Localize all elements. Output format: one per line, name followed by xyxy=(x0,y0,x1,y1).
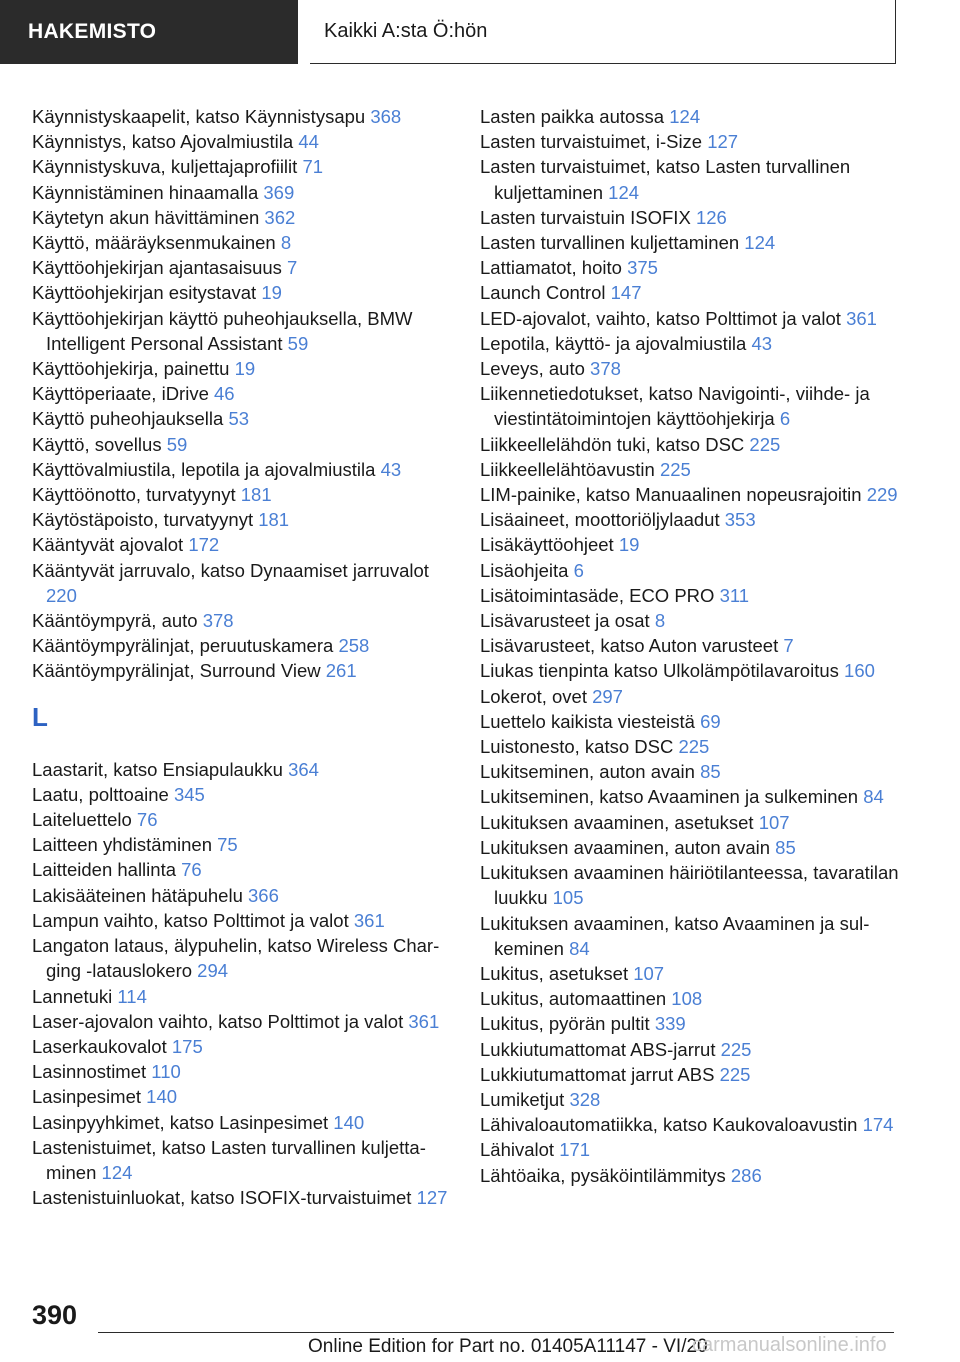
index-entry xyxy=(480,558,900,583)
index-page-link[interactable]: 114 xyxy=(117,985,147,1007)
index-entry-text: Käyttöohjekirjan esitystavat xyxy=(32,282,257,304)
index-entry xyxy=(32,180,462,205)
index-page-link[interactable]: 369 xyxy=(263,181,295,203)
index-entry xyxy=(480,356,900,381)
index-entry xyxy=(480,759,900,784)
index-entry-text: Lisätoimintasäde, ECO PRO xyxy=(480,584,715,606)
index-page-link[interactable]: 361 xyxy=(408,1010,440,1032)
index-entry-text: Lisävarusteet, katso Auton varusteet xyxy=(480,635,779,657)
index-page-link[interactable]: 229 xyxy=(866,484,898,506)
index-entry-text: Käyttöperiaate, iDrive xyxy=(32,383,209,405)
index-entry xyxy=(32,482,462,507)
index-group-l-continued xyxy=(480,104,900,1188)
index-entry xyxy=(32,104,462,129)
index-group-l xyxy=(32,757,462,1211)
section-title: HAKEMISTO xyxy=(28,20,157,43)
index-entry xyxy=(480,1011,900,1036)
index-entry-text: Käyttöohjekirjan käyttö puheohjauksella, BMW Intelligent Personal Assistant xyxy=(32,307,413,354)
index-entry-text: Lastenistuimet, katso Lasten turvallinen kuljettaminen xyxy=(32,1136,426,1183)
index-page-link[interactable]: 107 xyxy=(758,811,790,833)
index-entry xyxy=(32,608,462,633)
index-page-link[interactable]: 172 xyxy=(188,534,220,556)
index-entry xyxy=(480,986,900,1011)
index-page-link[interactable]: 85 xyxy=(700,761,721,783)
index-page-link[interactable]: 339 xyxy=(654,1013,686,1035)
index-page-link[interactable]: 44 xyxy=(298,131,319,153)
index-entry-text: Liikennetiedotukset, katso Navigointi-, viihde- ja viestintätoimintojen käyttöohjekirja xyxy=(480,383,870,430)
index-page-link[interactable]: 53 xyxy=(228,408,250,430)
index-entry-text: Laitteen yhdistäminen xyxy=(32,834,212,856)
index-entry xyxy=(480,784,900,809)
index-entry xyxy=(32,857,462,882)
index-entry xyxy=(480,104,900,129)
index-entry xyxy=(480,306,900,331)
index-entry-text: Liikkeellelähdön tuki, katso DSC xyxy=(480,433,745,455)
index-page-link[interactable]: 43 xyxy=(751,332,773,354)
index-entry xyxy=(32,908,462,933)
index-entry-text: Lukituksen avaaminen, katso Avaaminen ja sulkeminen xyxy=(480,912,870,959)
index-entry-text: LIM-painike, katso Manuaalinen nopeusrajoitin xyxy=(480,484,862,506)
index-entry xyxy=(32,883,462,908)
index-page-link[interactable]: 19 xyxy=(234,358,256,380)
index-page-link[interactable]: 362 xyxy=(264,206,296,228)
index-entry-text: Lasten turvaistuimet, i-Size xyxy=(480,131,703,153)
index-entry-text: Käynnistyskuva, kuljettajaprofiilit xyxy=(32,156,298,178)
index-page-link[interactable]: 220 xyxy=(46,584,77,606)
index-page-link[interactable]: 286 xyxy=(730,1164,762,1186)
index-page-link[interactable]: 353 xyxy=(724,509,756,531)
index-page-link[interactable]: 225 xyxy=(659,458,691,480)
index-entry xyxy=(480,507,900,532)
index-entry-text: Lepotila, käyttö- ja ajovalmiustila xyxy=(480,332,747,354)
index-page-link[interactable]: 124 xyxy=(669,106,701,127)
index-page-link[interactable]: 368 xyxy=(370,106,402,127)
index-page-link[interactable]: 127 xyxy=(707,131,739,153)
index-page-link[interactable]: 124 xyxy=(101,1161,133,1183)
index-entry-text: Kääntöympyrä, auto xyxy=(32,610,198,632)
index-entry xyxy=(480,961,900,986)
index-entry xyxy=(480,1062,900,1087)
index-entry xyxy=(32,1009,462,1034)
index-entry-text: Lasten turvaistuimet, katso Lasten turvallinen kuljettaminen xyxy=(480,156,851,203)
index-entry xyxy=(480,1137,900,1162)
index-entry-text: Lähtöaika, pysäköintilämmitys xyxy=(480,1164,726,1186)
index-entry xyxy=(32,832,462,857)
index-page-link[interactable]: 124 xyxy=(608,181,640,203)
index-page-link[interactable]: 261 xyxy=(325,660,357,682)
index-entry-text: Lattiamatot, hoito xyxy=(480,257,622,279)
index-entry xyxy=(480,684,900,709)
index-entry xyxy=(32,230,462,255)
index-page-link[interactable]: 59 xyxy=(166,433,188,455)
index-entry xyxy=(32,457,462,482)
index-page-link[interactable]: 311 xyxy=(719,584,750,606)
index-entry xyxy=(32,933,462,983)
index-entry xyxy=(32,658,462,683)
index-entry-text: Langaton lataus, älypuhelin, katso Wireless Charging -latauslokero xyxy=(32,935,440,982)
index-entry-text: Lähivalot xyxy=(480,1139,555,1161)
index-entry-text: Leveys, auto xyxy=(480,358,585,380)
index-entry xyxy=(480,709,900,734)
index-entry-text: Lasten paikka autossa xyxy=(480,106,665,127)
index-entry xyxy=(32,1135,462,1185)
index-entry-text: Käynnistäminen hinaamalla xyxy=(32,181,259,203)
footer-divider xyxy=(98,1332,894,1333)
index-entry-text: Laastarit, katso Ensiapulaukku xyxy=(32,758,283,780)
index-entry-text: Käyttöönotto, turvatyynyt xyxy=(32,484,236,506)
index-entry-text: Lisäkäyttöohjeet xyxy=(480,534,614,556)
index-entry xyxy=(480,1037,900,1062)
index-page-link[interactable]: 7 xyxy=(783,635,794,657)
index-page-link[interactable]: 225 xyxy=(719,1063,751,1085)
header-subtitle-box xyxy=(310,0,896,64)
index-entry xyxy=(480,1087,900,1112)
index-entry-text: Lähivaloautomatiikka, katso Kaukovaloavustin xyxy=(480,1114,858,1136)
index-entry-text: Kääntöympyrälinjat, Surround View xyxy=(32,660,321,682)
index-page-link[interactable]: 126 xyxy=(695,206,727,228)
index-entry-text: Lisäaineet, moottoriöljylaadut xyxy=(480,509,720,531)
section-tab xyxy=(0,0,298,64)
index-entry xyxy=(32,1110,462,1135)
index-page-link[interactable]: 127 xyxy=(416,1187,448,1209)
index-page-link[interactable]: 19 xyxy=(261,282,282,304)
index-entry xyxy=(480,255,900,280)
index-page-link[interactable]: 6 xyxy=(573,559,584,581)
index-entry xyxy=(480,230,900,255)
index-column-right xyxy=(480,104,900,1188)
index-page-link[interactable]: 378 xyxy=(202,610,234,632)
index-entry-text: Lakisääteinen hätäpuhelu xyxy=(32,884,243,906)
index-entry xyxy=(32,356,462,381)
index-entry xyxy=(32,558,462,608)
index-entry-text: LED-ajovalot, vaihto, katso Polttimot ja valot xyxy=(480,307,841,329)
index-entry xyxy=(480,482,900,507)
index-entry-text: Laatu, polttoaine xyxy=(32,783,169,805)
index-page-link[interactable]: 361 xyxy=(353,909,385,931)
index-entry-text: Laserkaukovalot xyxy=(32,1035,167,1057)
index-page-link[interactable]: 378 xyxy=(590,358,621,380)
index-page-link[interactable]: 160 xyxy=(844,660,875,682)
index-entry-text: Lasinpyyhkimet, katso Lasinpesimet xyxy=(32,1111,329,1133)
index-entry-text: Luistonesto, katso DSC xyxy=(480,736,674,758)
index-page-link[interactable]: 171 xyxy=(559,1139,591,1161)
index-page-link[interactable]: 108 xyxy=(671,988,703,1010)
index-entry-text: Lasinnostimet xyxy=(32,1061,147,1083)
index-page-link[interactable]: 225 xyxy=(720,1038,752,1060)
index-page-link[interactable]: 175 xyxy=(171,1035,203,1057)
index-entry-text: Käyttö, sovellus xyxy=(32,433,162,455)
index-page-link[interactable]: 140 xyxy=(146,1086,178,1108)
index-page-link[interactable]: 297 xyxy=(592,685,623,707)
index-entry xyxy=(32,1059,462,1084)
index-entry-text: Luettelo kaikista viesteistä xyxy=(480,710,695,732)
index-column-left xyxy=(32,104,462,1210)
index-entry xyxy=(480,381,900,431)
index-page-link[interactable]: 361 xyxy=(846,307,877,329)
index-entry-text: Lasten turvaistuin ISOFIX xyxy=(480,206,691,228)
index-entry-text: Lastenistuinluokat, katso ISOFIX-turvaistuimet xyxy=(32,1187,412,1209)
index-entry xyxy=(32,306,462,356)
index-entry xyxy=(480,658,900,683)
index-entry xyxy=(32,1084,462,1109)
section-letter: L xyxy=(32,701,48,732)
index-page-link[interactable]: 69 xyxy=(700,710,721,732)
index-entry-text: Lukkiutumattomat jarrut ABS xyxy=(480,1063,715,1085)
index-page-link[interactable]: 76 xyxy=(181,859,202,881)
index-page-link[interactable]: 6 xyxy=(779,408,791,430)
index-entry xyxy=(480,633,900,658)
index-entry-text: Käyttöohjekirja, painettu xyxy=(32,358,230,380)
index-entry-text: Lukkiutumattomat ABS-jarrut xyxy=(480,1038,716,1060)
index-page-link[interactable]: 345 xyxy=(173,783,205,805)
header-subtitle: Kaikki A:sta Ö:hön xyxy=(324,20,488,42)
index-entry xyxy=(480,1163,900,1188)
index-entry-text: Käyttö, määräyksenmukainen xyxy=(32,232,276,254)
index-entry-text: Lukitseminen, katso Avaaminen ja sulkeminen xyxy=(480,786,859,808)
index-entry-text: Käyttövalmiustila, lepotila ja ajovalmiustila xyxy=(32,458,376,480)
index-page-link[interactable]: 225 xyxy=(749,433,781,455)
index-entry xyxy=(32,984,462,1009)
index-entry-text: Lukituksen avaaminen, asetukset xyxy=(480,811,754,833)
index-page-link[interactable]: 105 xyxy=(552,887,584,909)
index-entry xyxy=(480,280,900,305)
index-entry xyxy=(480,457,900,482)
index-page-link[interactable]: 147 xyxy=(610,282,642,304)
index-page-link[interactable]: 71 xyxy=(302,156,324,178)
index-page-link[interactable]: 294 xyxy=(197,960,229,982)
index-entry xyxy=(480,583,900,608)
index-entry xyxy=(480,835,900,860)
index-page-link[interactable]: 43 xyxy=(380,458,402,480)
index-entry xyxy=(32,757,462,782)
index-entry-text: Kääntyvät jarruvalo, katso Dynaamiset jarruvalot xyxy=(32,559,429,581)
index-page-link[interactable]: 8 xyxy=(280,232,292,254)
index-entry-text: Liikkeellelähtöavustin xyxy=(480,458,655,480)
index-entry xyxy=(32,432,462,457)
index-entry xyxy=(32,255,462,280)
index-entry-text: Lumiketjut xyxy=(480,1088,565,1110)
index-entry xyxy=(480,734,900,759)
index-page-link[interactable]: 181 xyxy=(240,484,272,506)
index-entry xyxy=(32,154,462,179)
index-entry-text: Lukitus, automaattinen xyxy=(480,988,667,1010)
index-entry-text: Lannetuki xyxy=(32,985,113,1007)
index-page-link[interactable]: 375 xyxy=(627,257,658,279)
index-page-link[interactable]: 328 xyxy=(569,1088,601,1110)
index-entry xyxy=(480,205,900,230)
index-entry-text: Laser-ajovalon vaihto, katso Polttimot ja valot xyxy=(32,1010,404,1032)
index-entry xyxy=(32,507,462,532)
index-page-link[interactable]: 84 xyxy=(863,786,884,808)
index-entry xyxy=(480,154,900,204)
index-page-link[interactable]: 124 xyxy=(744,232,776,254)
index-entry xyxy=(32,129,462,154)
index-entry-text: Lampun vaihto, katso Polttimot ja valot xyxy=(32,909,349,931)
index-entry-text: Lukituksen avaaminen häiriötilanteessa, tavaratilan luukku xyxy=(480,862,899,909)
index-entry-text: Kääntöympyrälinjat, peruutuskamera xyxy=(32,635,334,657)
index-entry-text: Käytetyn akun hävittäminen xyxy=(32,206,260,228)
index-entry-text: Lokerot, ovet xyxy=(480,685,587,707)
index-entry xyxy=(480,129,900,154)
index-entry-text: Lasten turvallinen kuljettaminen xyxy=(480,232,740,254)
index-page-link[interactable]: 84 xyxy=(569,937,590,959)
index-entry-text: Lisävarusteet ja osat xyxy=(480,610,650,632)
index-entry-text: Käyttö puheohjauksella xyxy=(32,408,224,430)
index-entry xyxy=(32,633,462,658)
index-entry xyxy=(32,406,462,431)
index-entry xyxy=(480,1112,900,1137)
index-entry xyxy=(32,1185,462,1210)
index-page-link[interactable]: 8 xyxy=(654,610,666,632)
index-page-link[interactable]: 75 xyxy=(217,834,238,856)
index-entry xyxy=(480,911,900,961)
index-entry-text: Kääntyvät ajovalot xyxy=(32,534,184,556)
index-page-link[interactable]: 7 xyxy=(287,257,298,279)
index-entry-text: Launch Control xyxy=(480,282,606,304)
index-page-link[interactable]: 181 xyxy=(258,509,290,531)
index-entry xyxy=(32,1034,462,1059)
index-entry-text: Käynnistyskaapelit, katso Käynnistysapu xyxy=(32,106,366,127)
index-page-link[interactable]: 76 xyxy=(136,809,158,831)
index-page-link[interactable]: 258 xyxy=(338,635,370,657)
index-page-link[interactable]: 364 xyxy=(288,758,319,780)
index-entry-text: Käynnistys, katso Ajovalmiustila xyxy=(32,131,294,153)
footer-edition: Online Edition for Part no. 01405A11147 - VI/20 xyxy=(308,1336,708,1357)
index-entry xyxy=(32,381,462,406)
index-entry xyxy=(32,782,462,807)
index-entry-text: Lisäohjeita xyxy=(480,559,569,581)
index-entry-text: Liukas tienpinta katso Ulkolämpötilavaroitus xyxy=(480,660,839,682)
index-group-k xyxy=(32,104,462,684)
index-entry-text: Lasinpesimet xyxy=(32,1086,142,1108)
index-page-link[interactable]: 85 xyxy=(775,836,796,858)
index-entry-text: Lukitus, asetukset xyxy=(480,962,629,984)
index-entry-text: Käyttöohjekirjan ajantasaisuus xyxy=(32,257,282,279)
index-entry xyxy=(32,532,462,557)
index-page-link[interactable]: 140 xyxy=(333,1111,365,1133)
index-entry xyxy=(480,608,900,633)
index-page-link[interactable]: 107 xyxy=(633,962,665,984)
watermark: carmanualsonline.info xyxy=(692,1334,887,1356)
page-number: 390 xyxy=(32,1300,78,1330)
index-entry-text: Laiteluettelo xyxy=(32,809,132,831)
index-entry xyxy=(480,331,900,356)
index-entry xyxy=(480,860,900,910)
index-entry xyxy=(480,532,900,557)
index-entry-text: Lukitus, pyörän pultit xyxy=(480,1013,650,1035)
index-page-link[interactable]: 46 xyxy=(214,383,235,405)
index-entry-text: Käytöstäpoisto, turvatyynyt xyxy=(32,509,254,531)
index-entry xyxy=(480,432,900,457)
index-page-link[interactable]: 59 xyxy=(287,332,309,354)
index-page-link[interactable]: 174 xyxy=(862,1114,894,1136)
index-entry-text: Laitteiden hallinta xyxy=(32,859,176,881)
index-entry-text: Lukituksen avaaminen, auton avain xyxy=(480,836,771,858)
index-page-link[interactable]: 225 xyxy=(678,736,710,758)
index-page-link[interactable]: 110 xyxy=(151,1061,181,1083)
index-page-link[interactable]: 19 xyxy=(618,534,640,556)
index-entry xyxy=(32,205,462,230)
index-entry-text: Lukitseminen, auton avain xyxy=(480,761,695,783)
index-entry xyxy=(480,810,900,835)
index-entry xyxy=(32,280,462,305)
index-entry xyxy=(32,807,462,832)
index-page-link[interactable]: 366 xyxy=(248,884,279,906)
